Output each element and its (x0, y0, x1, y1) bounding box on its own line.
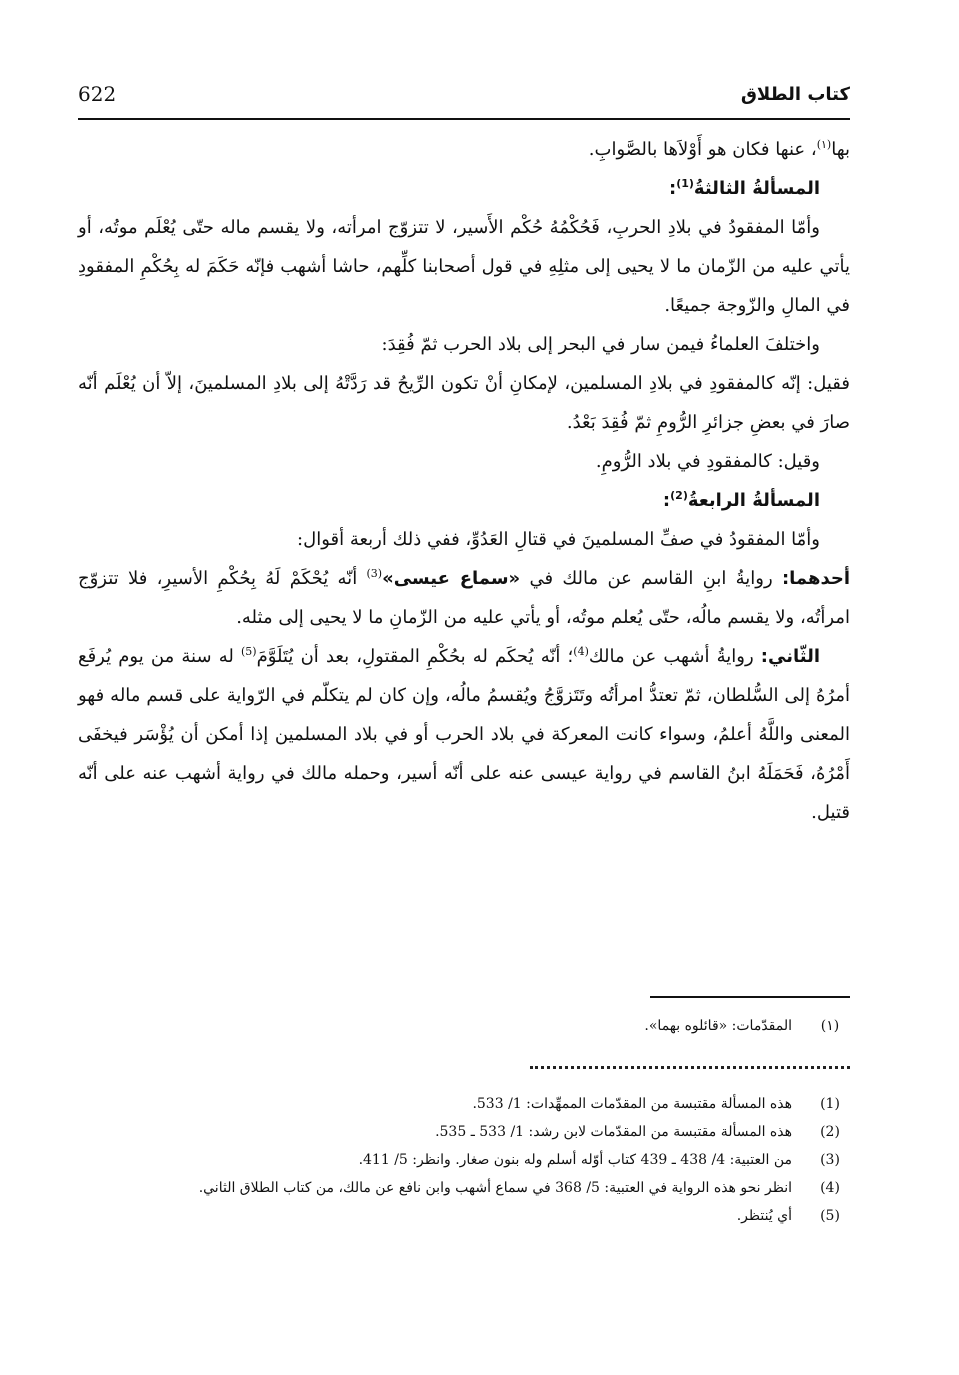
footnote-number: (2) (820, 1124, 840, 1140)
footnote-text: هذه المسألة مقتبسة من المقدّمات الممهِّدات: 1/ 533. (472, 1096, 792, 1112)
footnote-text: من العتبية: 4/ 438 ـ 439 كتاب أوّله أسلم وله بنون صغار. وانظر: 5/ 411. (358, 1152, 792, 1168)
source-title: «سماع عيسى» (382, 568, 521, 589)
editor-note-ref: (١) (816, 138, 832, 151)
main-text (78, 130, 850, 832)
paragraph: وأمّا المفقودُ في بلادِ الحربِ، فَحُكْمُهُ حُكْم الأَسير، لا تتزوّج امرأته، ولا يقسم ماله حتّى يُعْلَم موتُه، أو يأتي عليه من الزّمان ما لا يحيى إلى مثلِهِ في قول أصحابنا كلِّهم، حاشا أشهب فإنّه حَكَمَ له بِحُكْمِ المفقودِ في المالِ والزّوجة جميعًا. (78, 217, 850, 316)
footnote-ref: (3) (366, 567, 383, 580)
paragraph: فقيل: إنّه كالمفقودِ في بلادِ المسلمين، لإمكانِ أنْ تكون الرِّيحُ قد رَدَّتْهُ إلى بلادِ المسلمينَ، إلاّ أن يُعْلَم أنّه صارَ في بعضِ جزائرِ الرُّومِ ثمّ فُقِدَ بَعْدُ. (78, 373, 850, 433)
footnote-ref: (4) (573, 645, 589, 658)
footnote (78, 1174, 850, 1202)
footnote-number: (4) (820, 1180, 840, 1196)
section-heading-fourth: المسألةُ الرابعةُ$^{(2)}$: (662, 489, 820, 511)
footnote (78, 1090, 850, 1118)
opinion-label: أحدهما: (781, 568, 851, 589)
paragraph: وأمّا المفقودُ في صفِّ المسلمينَ في قتالِ العَدُوِّ، ففي ذلك أربعة أقوال: (297, 529, 820, 550)
footnote-number: (5) (820, 1208, 840, 1224)
footnote-text: انظر نحو هذه الرواية في العتبية: 5/ 368 في سماع أشهب وابن نافع عن مالك، من كتاب الطلاق الثاني. (198, 1180, 792, 1196)
book-title: كتاب الطلاق (740, 84, 850, 105)
editor-note-text: المقدّمات: «قائلوه بهما». (644, 1018, 792, 1034)
footnotes (78, 1090, 850, 1230)
editor-note (78, 1012, 850, 1040)
paragraph-opinion-second: الثّاني: روايةُ أشهب عن مالك$^{(4)}$؛ أنّه يُحكَم له بحُكْمِ المقتولِ، بعد أن يُتَلَوَّمَ$^{(5)}$ له سنة من يوم يُرفَع أمرُهُ إلى السُّلطان، ثمّ تعتدُّ امرأتُه وتَتَزوَّجُ ويُقسمُ مالُه، وإن كان لم يتكلّم في الرّواية على قسم ماله فهو المعنى واللَّهُ أعلمُ، وسواء كانت المعركة في بلاد الحرب أو في بلاد المسلمين إذا أمكن أن يُؤْسَر فيخفَى أَمْرُهُ، فَحَمَلَهُ ابنُ القاسم في رواية عيسى عنه على أنّه أسير، وحمله مالك في رواية أشهب عنه على أنّه قتيل. (78, 645, 850, 823)
footnote-text: هذه المسألة مقتبسة من المقدّمات لابن رشد: 1/ 533 ـ 535. (435, 1124, 792, 1140)
footnote-number: (3) (820, 1152, 840, 1168)
paragraph: وقيل: كالمفقودِ في بلاد الرُّومِ. (595, 451, 820, 472)
editor-notes (78, 1012, 850, 1040)
footnote-ref: (2) (670, 489, 688, 502)
paragraph: واختلفَ العلماءُ فيمن سار في البحر إلى بلاد الحرب ثمّ فُقِدَ: (381, 334, 820, 355)
running-header (78, 78, 850, 120)
footnote-ref: (1) (676, 177, 694, 190)
footnote-text: أي يُنتظر. (736, 1208, 792, 1224)
editor-note-number: (١) (820, 1018, 840, 1034)
footnote (78, 1202, 850, 1230)
page-number: 622 (78, 82, 117, 106)
paragraph-opinion-first: أحدهما: روايةُ ابنِ القاسم عن مالك في «سماع عيسى»$^{(3)}$ أنّه يُحْكَمْ لَهُ بِحُكْمِ الأسيرِ، فلا تتزوّج امرأتُه، ولا يقسم مالُه، حتّى يُعلم موتُه، أو يأتي عليه من الزّمانِ ما لا يحيى إلى مثله. (78, 567, 851, 628)
footnote-number: (1) (820, 1096, 840, 1112)
paragraph-continuation: بها$^{(١)}$، عنها فكان هو أَوْلاَها بالصَّوابِ. (588, 138, 850, 160)
footnote-ref: (5) (241, 645, 257, 658)
section-heading-third: المسألةُ الثالثةُ$^{(1)}$: (669, 177, 820, 199)
opinion-label: الثّاني: (760, 646, 820, 667)
dotted-separator (530, 1066, 850, 1069)
footnote-separator (650, 996, 850, 998)
footnote (78, 1118, 850, 1146)
footnote (78, 1146, 850, 1174)
